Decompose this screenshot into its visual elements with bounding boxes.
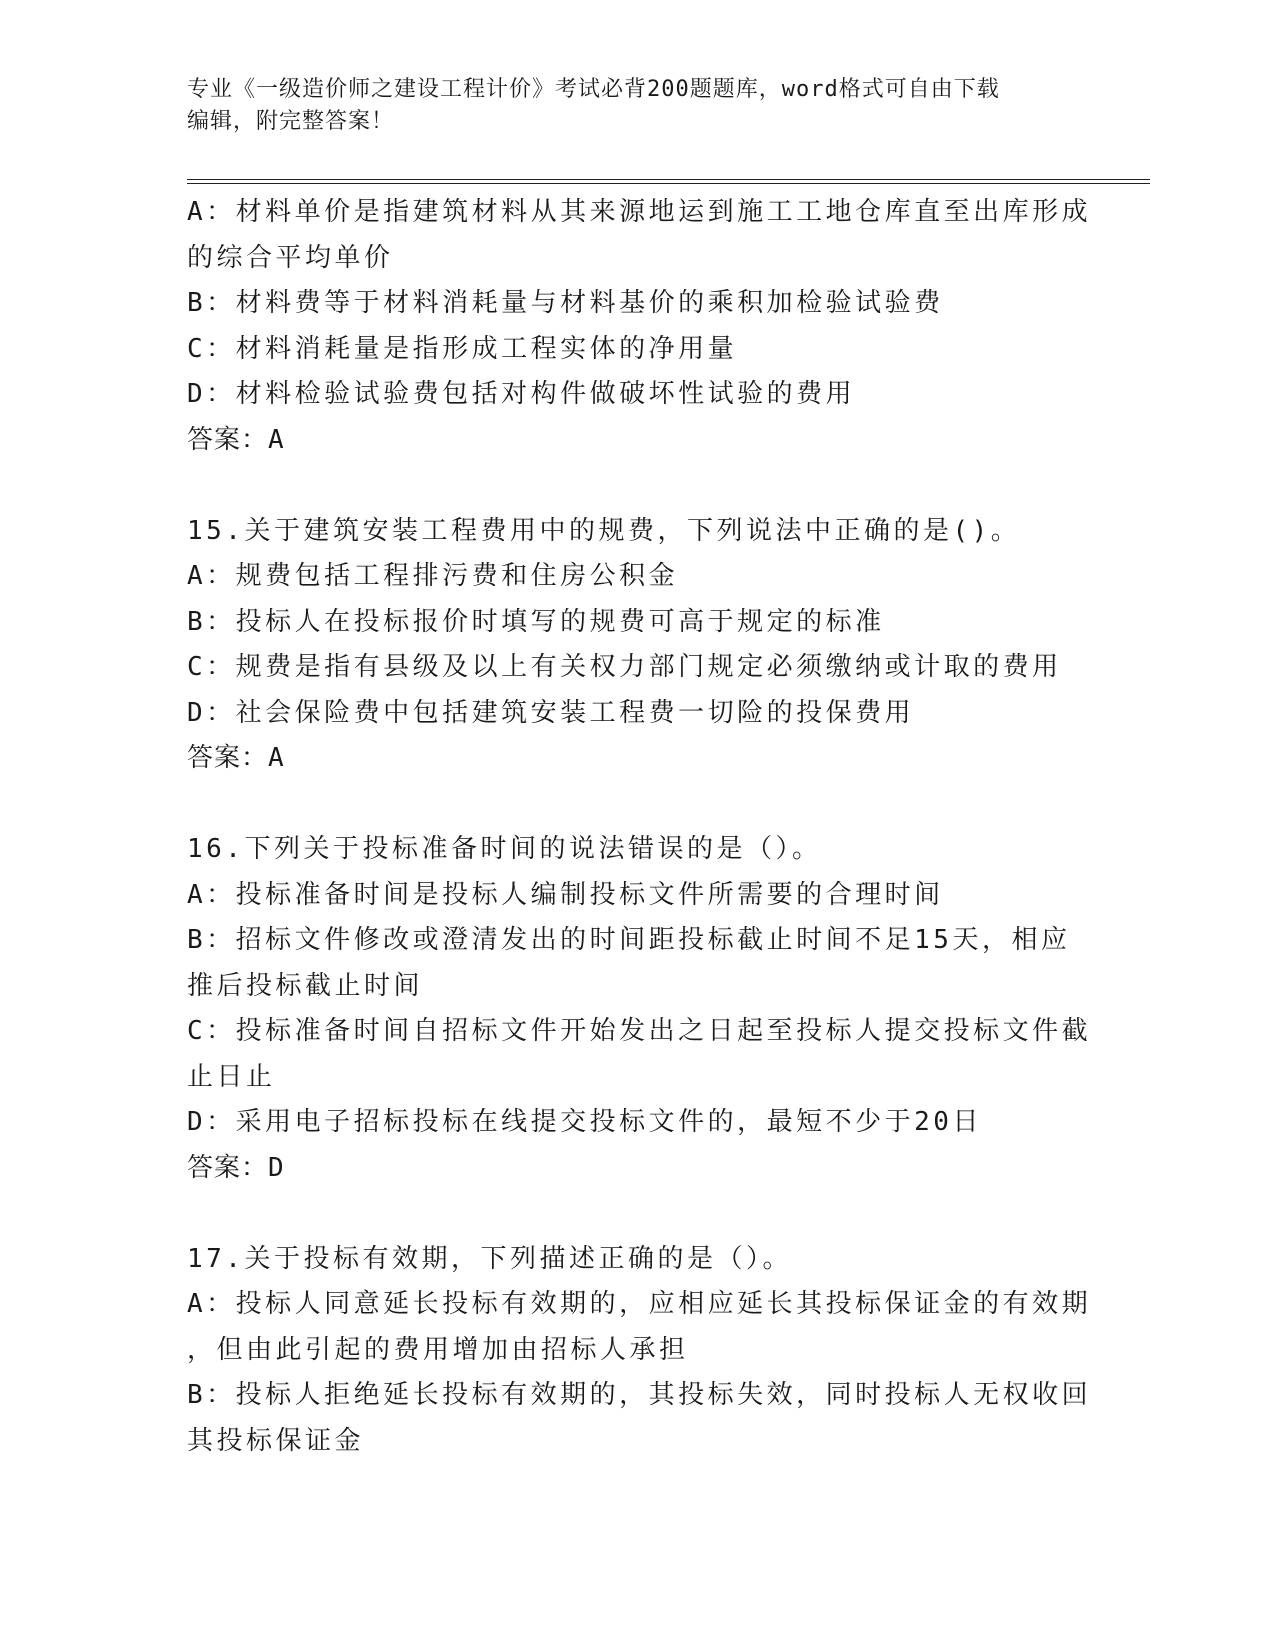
option-b-continued: 其投标保证金 [187,1425,365,1456]
question-text: 15.关于建筑安装工程费用中的规费，下列说法中正确的是()。 [187,515,1021,546]
option-d: D：社会保险费中包括建筑安装工程费一切险的投保费用 [187,697,915,728]
question-17 [187,1237,1092,1465]
option-b-continued: 推后投标截止时间 [187,970,424,1001]
question-list [187,190,1092,1464]
option-c: C：规费是指有县级及以上有关权力部门规定必须缴纳或计取的费用 [187,652,1062,682]
option-a: A：投标人同意延长投标有效期的，应相应延长其投标保证金的有效期 [187,1289,1092,1319]
header-title-line-2: 编辑，附完整答案！ [187,109,395,134]
question-text: 16.下列关于投标准备时间的说法错误的是（）。 [187,834,822,864]
option-b: B：招标文件修改或澄清发出的时间距投标截止时间不足15天，相应 [187,925,1071,955]
option-d: D：采用电子招标投标在线提交投标文件的，最短不少于20日 [187,1107,982,1137]
option-a: A：规费包括工程排污费和住房公积金 [187,561,679,591]
option-b: B：材料费等于材料消耗量与材料基价的乘积加检验试验费 [187,288,944,318]
header-title-line-1: 专业《一级造价师之建设工程计价》考试必背200题题库，word格式可自由下载 [187,77,1000,102]
answer-label: 答案：D [187,1152,285,1183]
spacer [187,1191,1087,1237]
answer-label: 答案：A [187,743,285,773]
option-a: A：材料单价是指建筑材料从其来源地运到施工工地仓库直至出库形成 [187,197,1092,227]
option-c: C：投标准备时间自招标文件开始发出之日起至投标人提交投标文件截 [187,1016,1092,1046]
question-15 [187,509,1087,782]
option-a-continued: 的综合平均单价 [187,242,394,273]
header-divider [187,179,1150,184]
option-a: A：投标准备时间是投标人编制投标文件所需要的合理时间 [187,879,944,910]
spacer [187,463,1087,509]
answer-label: 答案：A [187,424,285,455]
spacer [187,782,1087,828]
option-c-continued: 止日止 [187,1061,276,1092]
question-16 [187,827,1092,1191]
option-b: B：投标人拒绝延长投标有效期的，其投标失效，同时投标人无权收回 [187,1380,1092,1410]
question-14 [187,190,1092,463]
option-d: D：材料检验试验费包括对构件做破坏性试验的费用 [187,379,856,409]
option-a-continued: ，但由此引起的费用增加由招标人承担 [187,1334,689,1365]
option-c: C：材料消耗量是指形成工程实体的净用量 [187,333,738,364]
question-text: 17.关于投标有效期，下列描述正确的是（）。 [187,1243,792,1274]
option-b: B：投标人在投标报价时填写的规费可高于规定的标准 [187,606,885,637]
page-header [187,74,1087,138]
